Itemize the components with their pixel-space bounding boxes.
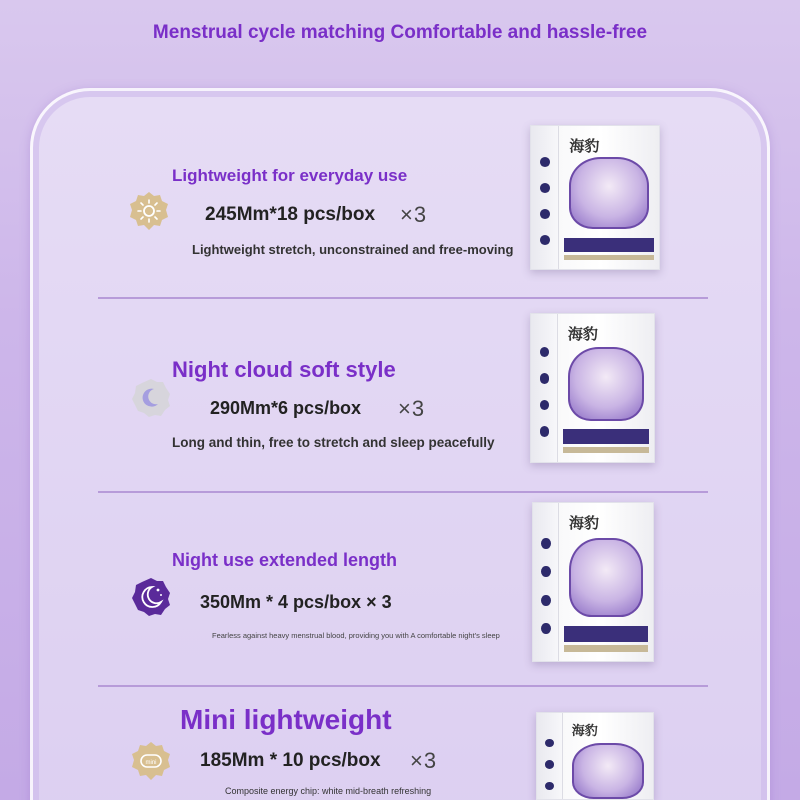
section-divider [98,491,708,493]
product-spec: 245Mm*18 pcs/box [205,204,376,225]
product-title: Lightweight for everyday use [172,166,408,185]
mini-icon [130,740,172,782]
svg-text:mini: mini [145,760,157,766]
product-description: Fearless against heavy menstrual blood, providing you with A comfortable night's sleep [212,631,500,640]
sun-icon [128,190,170,232]
product-multiplier: ×3 [398,396,426,421]
moon-icon [130,377,172,419]
product-multiplier: ×3 [410,748,438,773]
product-spec: 290Mm*6 pcs/box [210,398,362,418]
product-description: Long and thin, free to stretch and sleep peacefully [172,435,495,450]
product-multiplier: ×3 [400,202,428,227]
product-title: Night cloud soft style [172,357,396,382]
headline: Menstrual cycle matching Comfortable and hassle-free [152,22,648,43]
product-description: Composite energy chip: white mid-breath refreshing [225,786,432,796]
product-box-image: 海豹 [536,712,654,800]
product-box-image: 海豹 [532,502,654,662]
moon-stars-icon [130,576,172,618]
product-box-image: 海豹 [530,125,660,270]
product-spec: 350Mm * 4 pcs/box × 3 [200,592,392,612]
section-divider [98,297,708,299]
product-title: Mini lightweight [180,704,392,735]
product-description: Lightweight stretch, unconstrained and free-moving [192,242,514,257]
section-divider [98,685,708,687]
product-box-image: 海豹 [530,313,655,463]
product-title: Night use extended length [172,550,398,570]
product-spec: 185Mm * 10 pcs/box [200,750,381,771]
